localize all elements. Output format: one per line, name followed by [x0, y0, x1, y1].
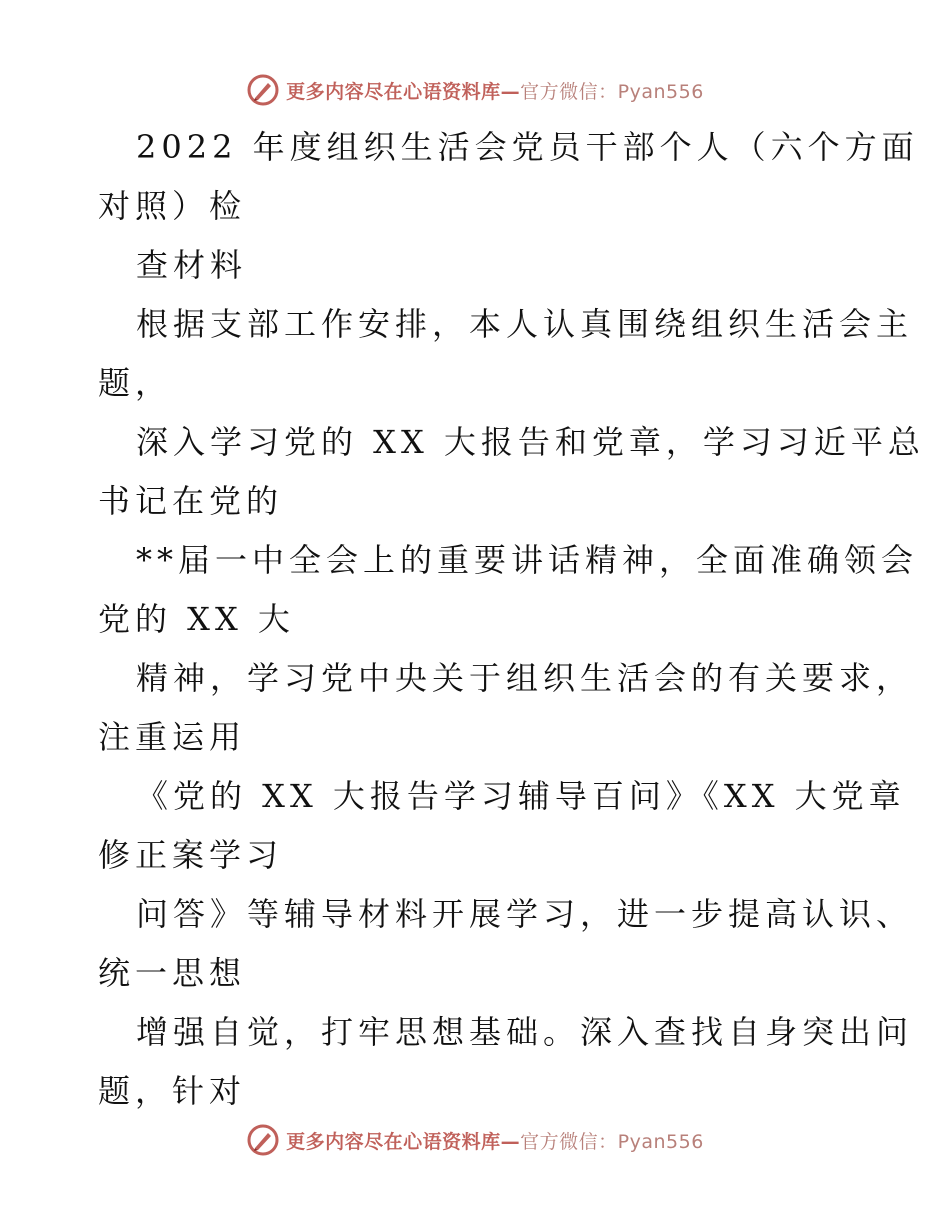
doc-line: 精神，学习党中央关于组织生活会的有关要求， — [136, 659, 914, 697]
watermark-text: 更多内容尽在心语资料库—官方微信：Pyan556 — [286, 1130, 704, 1153]
pen-circle-logo-icon — [246, 1123, 280, 1157]
doc-line: 书记在党的 — [98, 482, 284, 520]
doc-line: 题， — [98, 364, 173, 402]
doc-line: 深入学习党的 XX 大报告和党章，学习习近平总 — [136, 423, 925, 461]
doc-line: 查材料 — [136, 246, 248, 284]
doc-line: 《党的 XX 大报告学习辅导百问》《XX 大党章 — [136, 777, 906, 815]
document-body — [98, 118, 925, 1121]
doc-line: 统一思想 — [98, 954, 247, 992]
watermark-text: 更多内容尽在心语资料库—官方微信：Pyan556 — [286, 80, 704, 103]
doc-line: 2022 年度组织生活会党员干部个人（六个方面 — [136, 128, 919, 166]
header-watermark — [0, 70, 950, 110]
doc-line: **届一中全会上的重要讲话精神，全面准确领会 — [136, 541, 919, 579]
doc-line: 根据支部工作安排，本人认真围绕组织生活会主 — [136, 305, 914, 343]
doc-line: 增强自觉，打牢思想基础。深入查找自身突出问 — [136, 1013, 914, 1051]
doc-line: 修正案学习 — [98, 836, 284, 874]
footer-watermark — [0, 1120, 950, 1160]
doc-line: 党的 XX 大 — [98, 600, 295, 638]
doc-line: 注重运用 — [98, 718, 247, 756]
doc-line: 问答》等辅导材料开展学习，进一步提高认识、 — [136, 895, 914, 933]
doc-line: 对照）检 — [98, 187, 247, 225]
doc-line: 题，针对 — [98, 1072, 247, 1110]
pen-circle-logo-icon — [246, 73, 280, 107]
